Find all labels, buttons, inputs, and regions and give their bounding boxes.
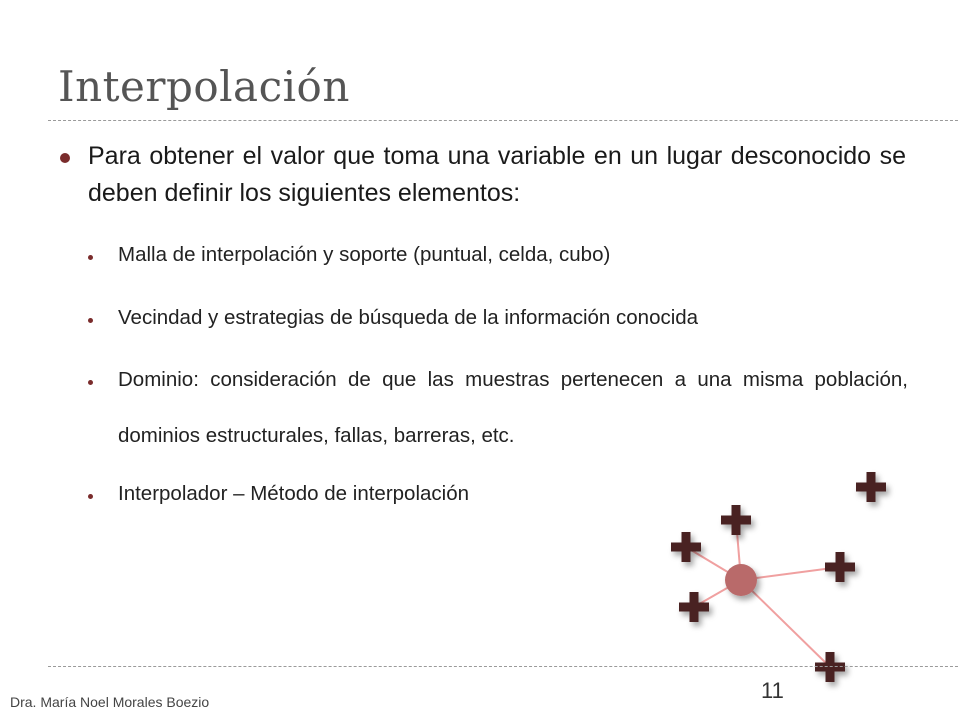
unknown-point: [725, 564, 757, 596]
main-point-text: Para obtener el valor que toma una variable en un lugar desconocido se deben definir los siguientes elementos:: [88, 142, 906, 207]
sub-item-interpolator: Interpolador – Método de interpolación: [118, 482, 470, 505]
sub-item-domain: Dominio: consideración de que las muestras pertenecen a una misma población, dominios estructurales, fallas, barreras, etc.: [118, 368, 908, 447]
neighbor-links: [686, 520, 840, 667]
sample-points: [671, 472, 886, 682]
footer-author: Dra. María Noel Morales Boezio: [10, 694, 210, 710]
footer-divider: [48, 666, 960, 667]
plus-icon: [679, 592, 709, 622]
slide-title: Interpolación: [58, 62, 350, 111]
plus-icon: [671, 532, 701, 562]
link-line: [741, 580, 830, 667]
plus-icon: [721, 505, 751, 535]
plus-icon: [825, 552, 855, 582]
sub-item-neighborhood: Vecindad y estrategias de búsqueda de la información conocida: [118, 306, 699, 329]
page-number: 11: [761, 678, 784, 703]
plus-icon: [856, 472, 886, 502]
sub-item-grid: Malla de interpolación y soporte (puntual, celda, cubo): [118, 243, 611, 266]
